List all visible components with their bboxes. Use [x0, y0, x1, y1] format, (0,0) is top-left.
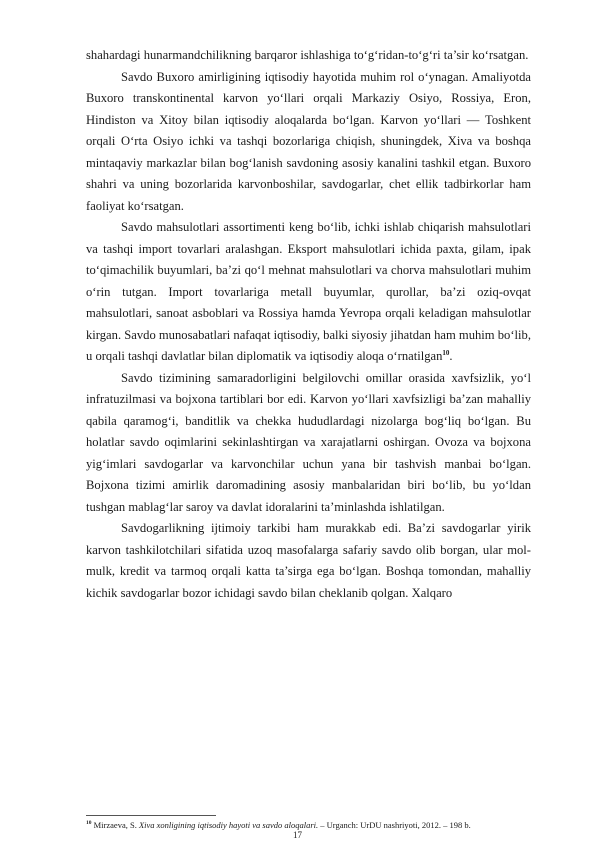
- paragraph-continuation: shahardagi hunarmandchilikning barqaror ishlashiga to‘g‘ridan-to‘g‘ri ta’sir ko‘rsatgan.: [86, 48, 529, 62]
- paragraph-trade-goods: Savdo mahsulotlari assortimenti keng bo‘lib, ichki ishlab chiqarish mahsulotlari va tashqi import tovarlari aralashgan. Eksport mahsulotlari ichida paxta, gilam, ipak to‘qimachilik buyumlari, ba’zi qo‘l mehnat mahsulotlari va chorva mahsulotlari muhim o‘rin tutgan. Import tovarlariga metall buyumlar, qurollar, ba’zi oziq-ovqat mahsulotlari, sanoat asboblari va Rossiya hamda Yevropa orqali keladigan mahsulotlar kirgan. Savdo munosabatlari nafaqat iqtisodiy, balki siyosiy jihatdan ham muhim bo‘lib, u orqali tashqi davlatlar bilan diplomatik va iqtisodiy aloqa o‘rnatilgan$^{10}$.: [86, 220, 531, 363]
- footnote-author: Mirzaeva, S.: [93, 820, 137, 830]
- footnote-divider: [86, 815, 216, 816]
- footnote-reference: 10: [442, 348, 450, 357]
- paragraph-trade-factors: Savdo tizimining samaradorligini belgilovchi omillar orasida xavfsizlik, yo‘l infratuzilmasi va bojxona tartiblari bor edi. Karvon yo‘llari xavfsizligi ba’zan mahalliy qabila qaramog‘i, banditlik va chekka hududlardagi nizolarga bog‘liq bo‘lgan. Bu holatlar savdo oqimlarini sekinlashtirgan va xarajatlarni oshirgan. Ovoza va bojxona yig‘imlari savdogarlar va karvonchilar uchun yana bir tashvish manbai bo‘lgan. Bojxona tizimi amirlik daromadining asosiy manbalaridan biri bo‘lib, bu yo‘ldan tushgan mablag‘lar saroy va davlat idoralarini ta’minlashda ishlatilgan.: [86, 370, 531, 514]
- page-number: 17: [293, 830, 302, 840]
- footnote-number: 10: [86, 820, 92, 827]
- paragraph-merchants: Savdogarlikning ijtimoiy tarkibi ham murakkab edi. Ba’zi savdogarlar yirik karvon tashkilotchilari sifatida uzoq masofalarga safariy savdo olib borgan, ular mol-mulk, kredit va tarmoq orqali katta ta’sirga ega bo‘lgan. Boshqa tomondan, mahalliy kichik savdogarlar bozor ichidagi savdo bilan cheklanib qolgan. Xalqaro: [86, 521, 531, 600]
- document-body: [86, 45, 531, 604]
- paragraph-trade-routes: Savdo Buxoro amirligining iqtisodiy hayotida muhim rol o‘ynagan. Amaliyotda Buxoro transkontinental karvon yo‘llari orqali Markaziy Osiyo, Rossiya, Eron, Hindiston va Xitoy bilan iqtisodiy aloqalarda bo‘lgan. Karvon yo‘llari — Toshkent orqali O‘rta Osiyo ichki va tashqi bozorlariga chiqish, shuningdek, Xiva va boshqa mintaqaviy markazlar bilan bog‘lanish savdoning asosiy kanalini tashkil etgan. Buxoro shahri va uning bozorlarida karvonboshilar, savdogarlar, chet ellik tadbirkorlar ham faoliyat ko‘rsatgan.: [86, 69, 531, 213]
- paragraph-trade-goods-text: Savdo mahsulotlari assortimenti keng bo‘lib, ichki ishlab chiqarish mahsulotlari va tashqi import tovarlari aralashgan. Eksport mahsulotlari ichida paxta, gilam, ipak to‘qimachilik buyumlari, ba’zi qo‘l mehnat mahsulotlari va chorva mahsulotlari muhim o‘rin tutgan. Import tovarlariga metall buyumlar, qurollar, ba’zi oziq-ovqat mahsulotlari, sanoat asboblari va Rossiya hamda Yevropa orqali keladigan mahsulotlar kirgan. Savdo munosabatlari nafaqat iqtisodiy, balki siyosiy jihatdan ham muhim bo‘lib, u orqali tashqi davlatlar bilan diplomatik va iqtisodiy aloqa o‘rnatilgan: [86, 220, 531, 363]
- footnote: [86, 820, 531, 830]
- footnote-publisher: – Urganch: UrDU nashriyoti, 2012. – 198 b.: [320, 820, 471, 830]
- footnote-title: Xiva xonligining iqtisodiy hayoti va savdo aloqalari.: [138, 820, 319, 830]
